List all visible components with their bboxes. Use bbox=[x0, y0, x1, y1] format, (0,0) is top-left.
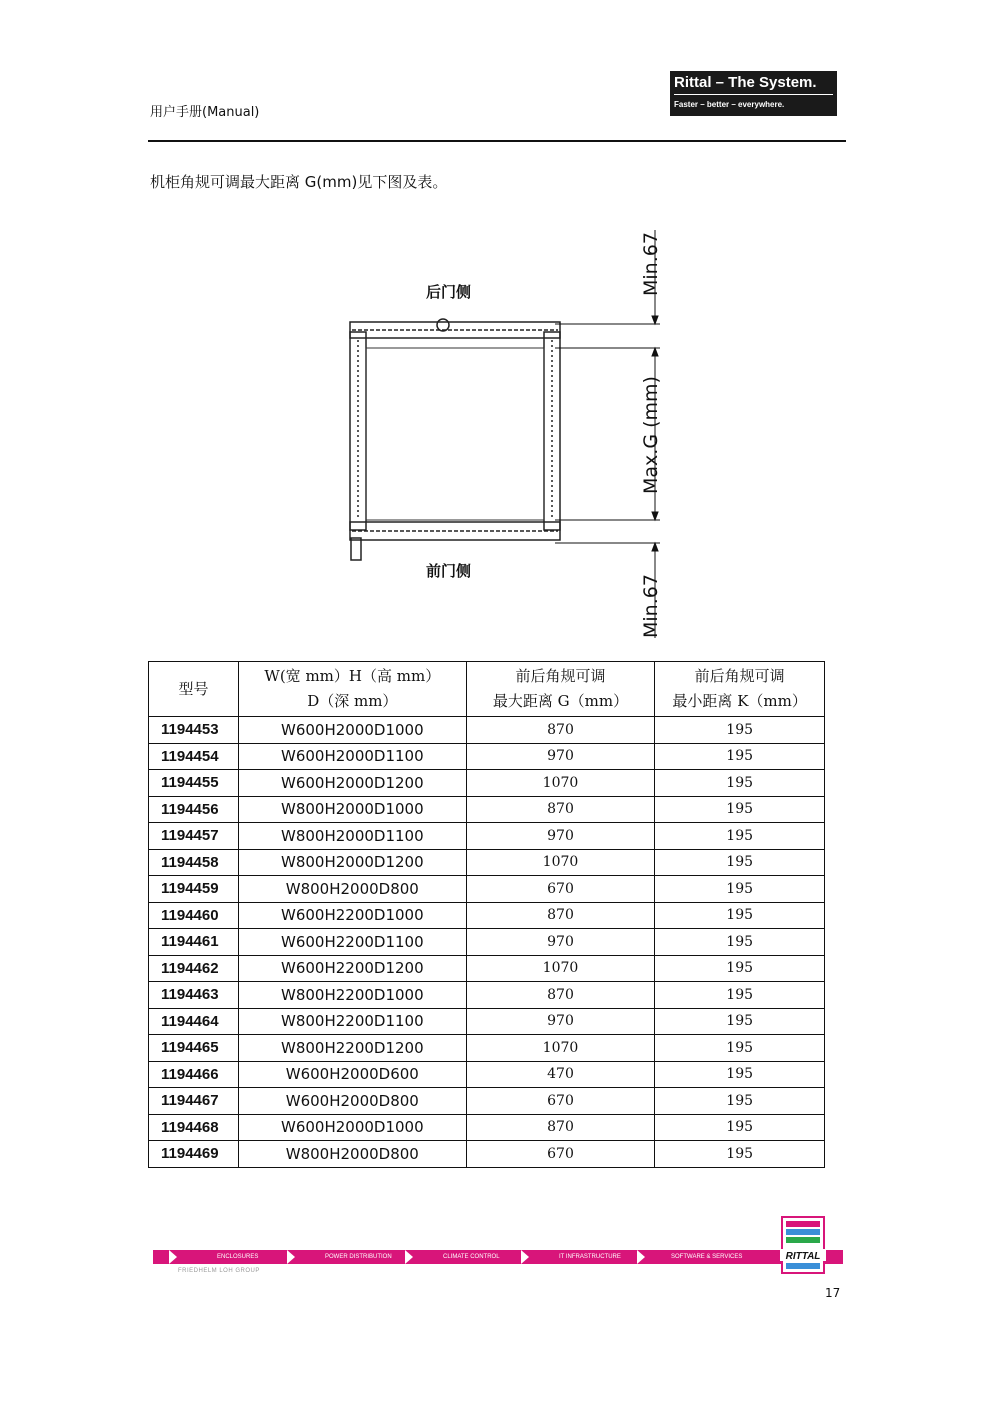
nav-it-infrastructure[interactable]: IT INFRASTRUCTURE bbox=[559, 1254, 621, 1260]
cell-max-g: 870 bbox=[466, 1114, 655, 1141]
table-row bbox=[149, 902, 825, 929]
cell-dimensions: W800H2200D1200 bbox=[238, 1035, 466, 1062]
cell-dimensions: W800H2200D1000 bbox=[238, 982, 466, 1009]
cell-dimensions: W800H2000D800 bbox=[238, 1141, 466, 1168]
chevron-right-icon bbox=[521, 1250, 529, 1264]
rear-side-label: 后门侧 bbox=[426, 283, 472, 301]
cell-model: 1194457 bbox=[149, 823, 239, 850]
cell-model: 1194453 bbox=[149, 717, 239, 744]
dim-middle-label: Max.G (mm) bbox=[640, 376, 662, 494]
cell-model: 1194464 bbox=[149, 1008, 239, 1035]
cell-dimensions: W600H2000D1000 bbox=[238, 1114, 466, 1141]
cell-model: 1194466 bbox=[149, 1061, 239, 1088]
footer-logo-text: RITTAL bbox=[785, 1251, 821, 1262]
chevron-right-icon bbox=[287, 1250, 295, 1264]
cell-max-g: 970 bbox=[466, 743, 655, 770]
nav-software-services[interactable]: SOFTWARE & SERVICES bbox=[671, 1254, 743, 1260]
group-name: FRIEDHELM LOH GROUP bbox=[178, 1268, 260, 1274]
cell-dimensions: W600H2000D1200 bbox=[238, 770, 466, 797]
table-row bbox=[149, 1141, 825, 1168]
brand-divider bbox=[674, 94, 833, 95]
chevron-right-icon bbox=[637, 1250, 645, 1264]
table-row bbox=[149, 849, 825, 876]
cell-dimensions: W600H2000D1100 bbox=[238, 743, 466, 770]
cell-dimensions: W800H2000D1000 bbox=[238, 796, 466, 823]
cell-min-k: 195 bbox=[655, 1008, 825, 1035]
table-row bbox=[149, 1088, 825, 1115]
header-min-k: 前后角规可调 最小距离 K（mm） bbox=[655, 662, 825, 717]
chevron-right-icon bbox=[405, 1250, 413, 1264]
cell-min-k: 195 bbox=[655, 1061, 825, 1088]
rittal-brand-logo bbox=[670, 71, 837, 116]
cell-dimensions: W800H2200D1100 bbox=[238, 1008, 466, 1035]
cell-max-g: 1070 bbox=[466, 1035, 655, 1062]
table-row bbox=[149, 929, 825, 956]
page-number: 17 bbox=[825, 1286, 841, 1300]
cell-min-k: 195 bbox=[655, 1035, 825, 1062]
table-row bbox=[149, 743, 825, 770]
table-row bbox=[149, 1035, 825, 1062]
table-row bbox=[149, 1008, 825, 1035]
interior-space bbox=[366, 348, 544, 520]
cell-max-g: 970 bbox=[466, 929, 655, 956]
header-dimensions: W(宽 mm）H（高 mm） D（深 mm） bbox=[238, 662, 466, 717]
dim-bottom-label: Min.67 bbox=[640, 574, 662, 638]
cell-min-k: 195 bbox=[655, 1088, 825, 1115]
cell-max-g: 870 bbox=[466, 717, 655, 744]
cell-min-k: 195 bbox=[655, 717, 825, 744]
cell-model: 1194461 bbox=[149, 929, 239, 956]
cell-dimensions: W800H2000D800 bbox=[238, 876, 466, 903]
table-header-row bbox=[149, 662, 825, 717]
cell-max-g: 870 bbox=[466, 902, 655, 929]
table-row bbox=[149, 717, 825, 744]
spec-table bbox=[148, 661, 825, 1168]
nav-enclosures[interactable]: ENCLOSURES bbox=[217, 1254, 259, 1260]
cell-dimensions: W600H2200D1200 bbox=[238, 955, 466, 982]
cell-model: 1194469 bbox=[149, 1141, 239, 1168]
side-rails bbox=[350, 332, 560, 560]
table-row bbox=[149, 982, 825, 1009]
header-model: 型号 bbox=[149, 662, 239, 717]
cell-max-g: 470 bbox=[466, 1061, 655, 1088]
dim-top-label: Min.67 bbox=[640, 232, 662, 296]
cell-model: 1194455 bbox=[149, 770, 239, 797]
cell-model: 1194456 bbox=[149, 796, 239, 823]
footer-nav-bar bbox=[153, 1250, 843, 1264]
cell-min-k: 195 bbox=[655, 849, 825, 876]
cell-min-k: 195 bbox=[655, 929, 825, 956]
table-row bbox=[149, 770, 825, 797]
brand-main-text: Rittal – The System. bbox=[674, 74, 817, 91]
cell-dimensions: W800H2000D1200 bbox=[238, 849, 466, 876]
table-row bbox=[149, 876, 825, 903]
chevron-right-icon bbox=[169, 1250, 177, 1264]
nav-power-distribution[interactable]: POWER DISTRIBUTION bbox=[325, 1254, 392, 1260]
header-max-g: 前后角规可调 最大距离 G（mm） bbox=[466, 662, 655, 717]
front-side-label: 前门侧 bbox=[426, 562, 472, 580]
brand-tagline: Faster – better – everywhere. bbox=[674, 100, 785, 109]
header-rule bbox=[148, 140, 846, 142]
rear-hinge-icon bbox=[437, 319, 449, 331]
cabinet-diagram bbox=[330, 220, 680, 645]
cell-dimensions: W600H2200D1100 bbox=[238, 929, 466, 956]
cell-model: 1194465 bbox=[149, 1035, 239, 1062]
cell-min-k: 195 bbox=[655, 982, 825, 1009]
nav-climate-control[interactable]: CLIMATE CONTROL bbox=[443, 1254, 500, 1260]
cell-min-k: 195 bbox=[655, 1141, 825, 1168]
cell-max-g: 1070 bbox=[466, 955, 655, 982]
table-row bbox=[149, 955, 825, 982]
cell-model: 1194462 bbox=[149, 955, 239, 982]
table-row bbox=[149, 1061, 825, 1088]
cell-max-g: 670 bbox=[466, 1141, 655, 1168]
cell-model: 1194467 bbox=[149, 1088, 239, 1115]
cell-min-k: 195 bbox=[655, 743, 825, 770]
cell-max-g: 670 bbox=[466, 1088, 655, 1115]
cell-model: 1194460 bbox=[149, 902, 239, 929]
table-row bbox=[149, 796, 825, 823]
cell-max-g: 670 bbox=[466, 876, 655, 903]
cell-dimensions: W600H2000D800 bbox=[238, 1088, 466, 1115]
rittal-footer-logo bbox=[780, 1215, 826, 1275]
cell-min-k: 195 bbox=[655, 796, 825, 823]
cell-dimensions: W600H2200D1000 bbox=[238, 902, 466, 929]
cell-min-k: 195 bbox=[655, 1114, 825, 1141]
cell-min-k: 195 bbox=[655, 823, 825, 850]
cell-model: 1194463 bbox=[149, 982, 239, 1009]
cell-model: 1194468 bbox=[149, 1114, 239, 1141]
cell-min-k: 195 bbox=[655, 955, 825, 982]
intro-text: 机柜角规可调最大距离 G(mm)见下图及表。 bbox=[150, 173, 448, 191]
manual-title: 用户手册(Manual) bbox=[150, 105, 260, 120]
cell-min-k: 195 bbox=[655, 876, 825, 903]
front-frame bbox=[350, 522, 560, 540]
table-row bbox=[149, 823, 825, 850]
cell-max-g: 870 bbox=[466, 982, 655, 1009]
cell-dimensions: W600H2000D600 bbox=[238, 1061, 466, 1088]
cell-model: 1194459 bbox=[149, 876, 239, 903]
cell-dimensions: W800H2000D1100 bbox=[238, 823, 466, 850]
cell-max-g: 970 bbox=[466, 823, 655, 850]
cell-min-k: 195 bbox=[655, 902, 825, 929]
cell-max-g: 1070 bbox=[466, 770, 655, 797]
cell-max-g: 1070 bbox=[466, 849, 655, 876]
cell-model: 1194458 bbox=[149, 849, 239, 876]
cell-max-g: 870 bbox=[466, 796, 655, 823]
cell-max-g: 970 bbox=[466, 1008, 655, 1035]
cell-model: 1194454 bbox=[149, 743, 239, 770]
cell-min-k: 195 bbox=[655, 770, 825, 797]
table-row bbox=[149, 1114, 825, 1141]
cell-dimensions: W600H2000D1000 bbox=[238, 717, 466, 744]
rear-frame bbox=[350, 322, 560, 338]
